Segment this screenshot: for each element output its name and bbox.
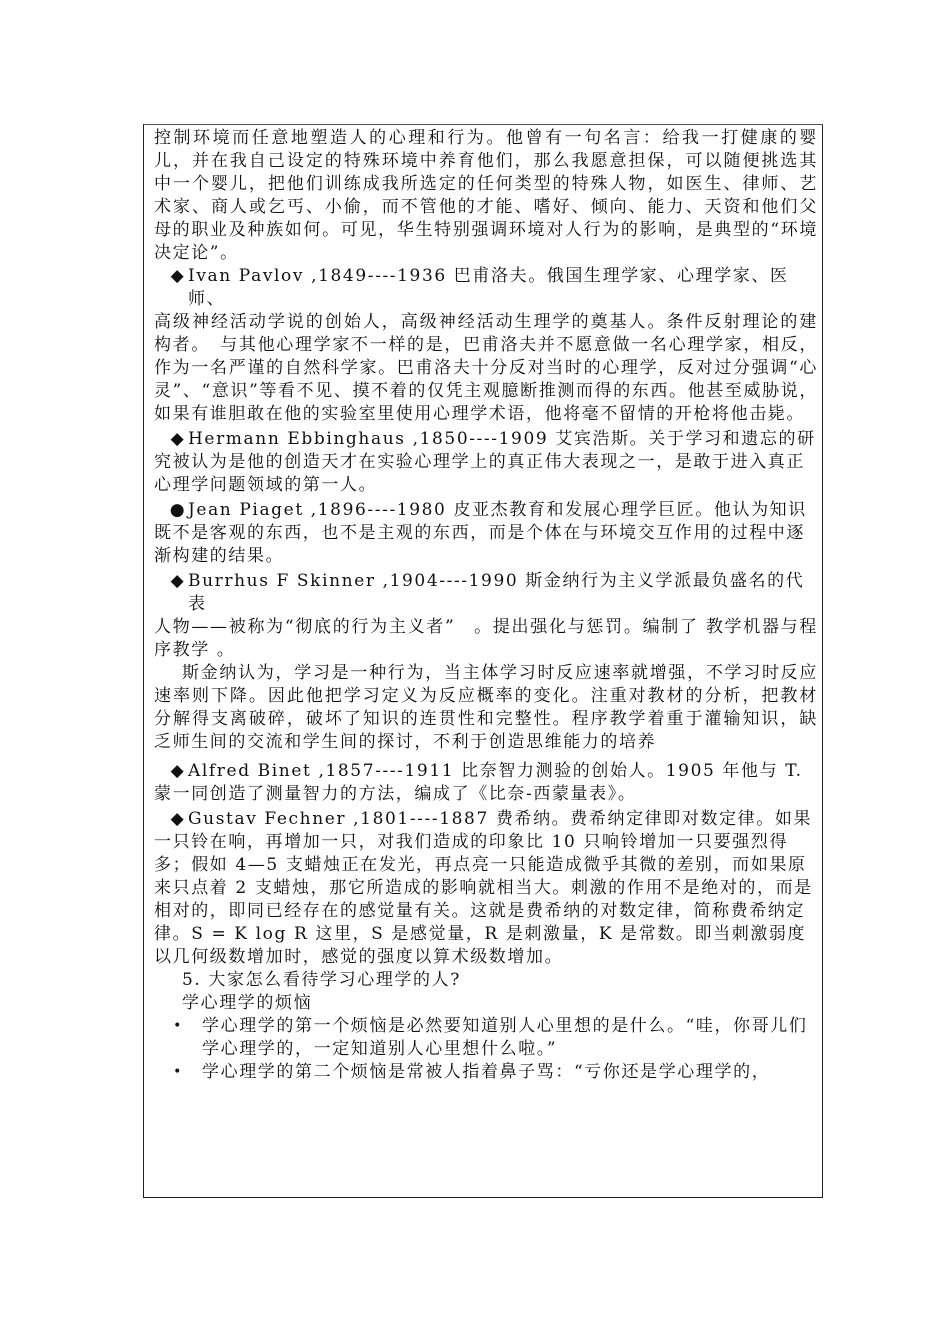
pavlov-item [154, 265, 818, 311]
trouble-item-1 [154, 1015, 818, 1061]
trouble-paragraph-2: 学心理学的第二个烦恼是常被人指着鼻子骂：“亏你还是学心理学的， [202, 1062, 771, 1082]
diamond-bullet-icon: ◆ [170, 266, 186, 286]
pavlov-heading: Ivan Pavlov ,1849----1936 巴甫洛夫。俄国生理学家、心理学家、医师、 [188, 266, 789, 309]
skinner-paragraph-1: 人物——被称为“彻底的行为主义者” 。提出强化与惩罚。编制了 教学机器与程序教学 。 [154, 617, 818, 660]
fechner-item [154, 808, 818, 969]
pavlov-paragraph: 高级神经活动学说的创始人，高级神经活动生理学的奠基人。条件反射理论的建构者。 与其他心理学家不一样的是，巴甫洛夫并不愿意做一名心理学家，相反，作为一名严谨的自然科学家。巴甫洛夫十分反对当时的心理学，反对过分强调“心灵”、“意识”等看不见、摸不着的仅凭主观臆断推测而得的东西。他甚至威胁说，如果有谁胆敢在他的实验室里使用心理学术语，他将毫不留情的开枪将他击毙。 [154, 312, 818, 424]
question-5: 5. 大家怎么看待学习心理学的人? [182, 970, 461, 990]
dot-bullet-icon: • [173, 1064, 183, 1080]
diamond-bullet-icon: ◆ [170, 761, 186, 781]
watson-paragraph: 控制环境而任意地塑造人的心理和行为。他曾有一句名言：给我一打健康的婴儿，并在我自己设定的特殊环境中养育他们，那么我愿意担保，可以随便挑选其中一个婴儿，把他们训练成我所选定的任何类型的特殊人物，如医生、律师、艺术家、商人或乞丐、小偷，而不管他的才能、嗜好、倾向、能力、天资和他们父母的职业及种族如何。可见，华生特别强调环境对人行为的影响，是典型的“环境决定论”。 [154, 128, 818, 263]
skinner-heading: Burrhus F Skinner ,1904----1990 斯金纳行为主义学派最负盛名的代表 [188, 571, 805, 614]
binet-paragraph: Alfred Binet ,1857----1911 比奈智力测验的创始人。1905 年他与 T.蒙一同创造了测量智力的方法，编成了《比奈-西蒙量表》。 [154, 761, 803, 804]
diamond-bullet-icon: ◆ [170, 429, 186, 449]
binet-item [154, 760, 818, 806]
circle-bullet-icon: ● [169, 500, 187, 520]
diamond-bullet-icon: ◆ [170, 571, 186, 591]
trouble-item-2 [154, 1061, 818, 1084]
diamond-bullet-icon: ◆ [170, 809, 186, 829]
piaget-paragraph: Jean Piaget ,1896----1980 皮亚杰教育和发展心理学巨匠。他认为知识既不是客观的东西，也不是主观的东西，而是个体在与环境交互作用的过程中逐渐构建的结果。 [154, 500, 807, 566]
ebbinghaus-paragraph: Hermann Ebbinghaus ,1850----1909 艾宾浩斯。关于学习和遗忘的研究被认为是他的创造天才在实验心理学上的真正伟大表现之一，是敢于进入真正心理学问题领域的第一人。 [154, 429, 816, 495]
fechner-paragraph: Gustav Fechner ,1801----1887 费希纳。费希纳定律即对数定律。如果一只铃在响，再增加一只，对我们造成的印象比 10 只响铃增加一只要强烈得多；假如 4—5 支蜡烛正在发光，再点亮一只能造成微乎其微的差别，而如果原来只点着 2 支蜡烛，那它所造成的影响就相当大。刺激的作用不是绝对的，而是相对的，即同已经存在的感觉量有关。这就是费希纳的对数定律，简称费希纳定律。S = K log R 这里，S 是感觉量，R 是刺激量，K 是常数。即当刺激弱度以几何级数增加时，感觉的强度以算术级数增加。 [154, 809, 813, 967]
skinner-item [154, 570, 818, 616]
piaget-item [154, 499, 818, 568]
dot-bullet-icon: • [173, 1018, 183, 1034]
trouble-paragraph-1: 学心理学的第一个烦恼是必然要知道别人心里想的是什么。“哇，你哥儿们学心理学的，一定知道别人心里想什么啦。” [202, 1016, 808, 1059]
ebbinghaus-item [154, 428, 818, 497]
document-body [154, 127, 818, 1084]
skinner-paragraph-2: 斯金纳认为，学习是一种行为，当主体学习时反应速率就增强，不学习时反应速率则下降。因此他把学习定义为反应概率的变化。注重对教材的分析，把教材分解得支离破碎，破坏了知识的连贯性和完整性。程序教学着重于灌输知识，缺乏师生间的交流和学生间的探讨，不利于创造思维能力的培养 [154, 663, 818, 752]
section-subheading: 学心理学的烦恼 [182, 993, 313, 1013]
